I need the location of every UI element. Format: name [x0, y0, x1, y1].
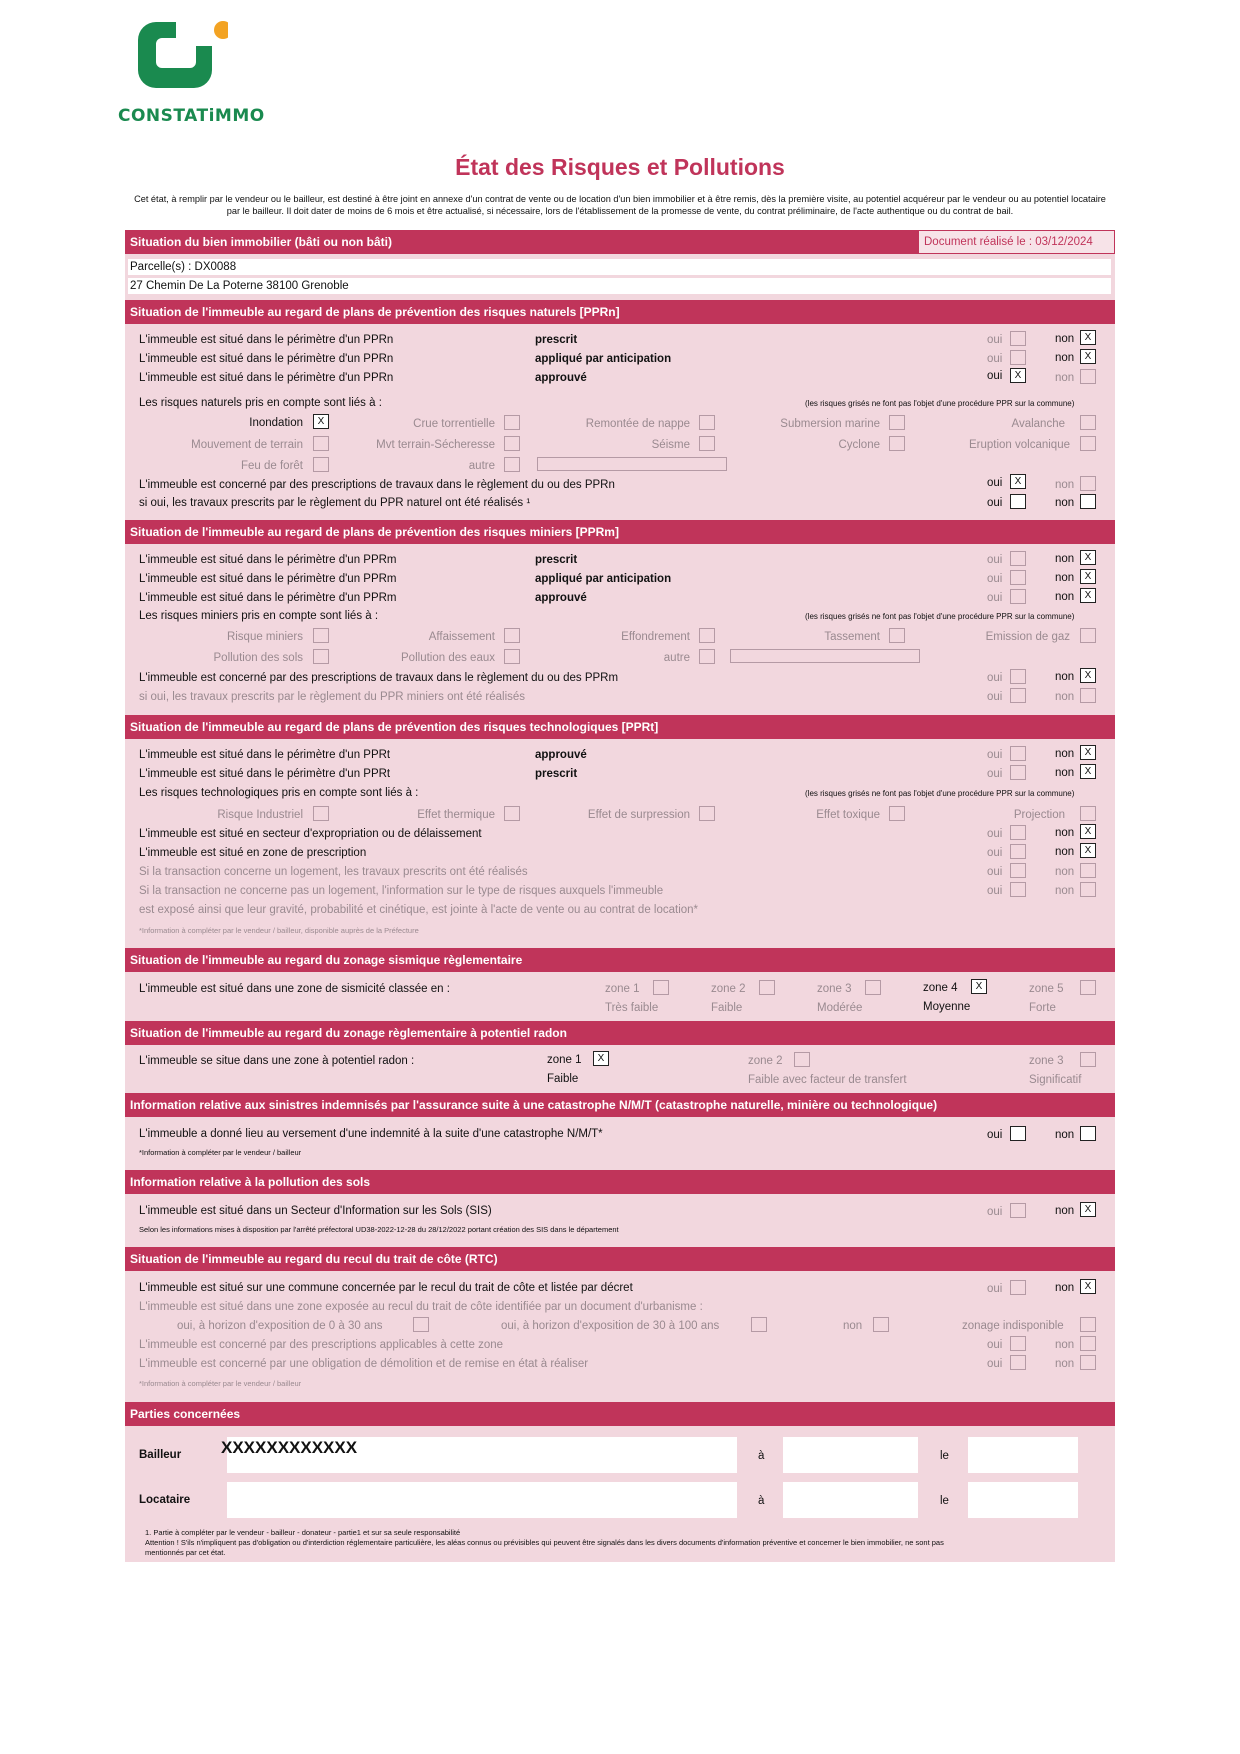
radon-zone3-checkbox[interactable] [1080, 1052, 1096, 1067]
locataire-label: Locataire [139, 1494, 191, 1506]
zone-level: Faible [711, 1002, 743, 1014]
oui-label: oui [987, 885, 1003, 897]
pprt-row-status: approuvé [535, 749, 587, 761]
risk-avalanche-label: Avalanche [1011, 418, 1065, 430]
a-label: à [758, 1450, 765, 1462]
non-label: non [1055, 479, 1075, 491]
pprn-approuve-oui-checkbox[interactable]: X [1010, 368, 1026, 383]
rtc-option-non-checkbox[interactable] [873, 1317, 889, 1332]
non-label: non [1055, 671, 1075, 683]
locataire-date-field[interactable] [968, 1482, 1078, 1518]
zone-level: Significatif [1029, 1074, 1082, 1086]
non-label: non [1055, 1358, 1075, 1370]
rtc-header: Situation de l'immeuble au regard du recul du trait de côte (RTC) [125, 1247, 1115, 1271]
risk-thermique-checkbox[interactable] [504, 806, 520, 821]
pprt-prescription-label: L'immeuble est situé en zone de prescription [139, 847, 367, 859]
pprn-row-label: L'immeuble est situé dans le périmètre d'un PPRn [139, 353, 394, 365]
pprt-prescrit-oui-checkbox[interactable] [1010, 765, 1026, 780]
risk-effondrement-checkbox[interactable] [699, 628, 715, 643]
le-label: le [940, 1495, 949, 1507]
rtc-prescriptions-oui-checkbox[interactable] [1010, 1336, 1026, 1351]
zone-name: zone 5 [1029, 983, 1064, 995]
risk-autre-input[interactable] [537, 457, 727, 471]
risk-secheresse-label: Mvt terrain-Sécheresse [376, 439, 495, 451]
zone-name: zone 3 [817, 983, 852, 995]
risk-projection-label: Projection [1013, 809, 1065, 821]
address-field[interactable]: 27 Chemin De La Poterne 38100 Grenoble [128, 278, 1111, 294]
risk-inondation-checkbox[interactable]: X [313, 414, 329, 429]
risk-crue-label: Crue torrentielle [413, 418, 495, 430]
zone-name: zone 4 [923, 982, 958, 994]
sols-footnote: Selon les informations mises à disposition par l'arrêté préfectoral UD38-2022-12-28 du 28/12/2022 portant création des SIS dans le département [139, 1225, 619, 1234]
risk-autre-label: autre [468, 460, 495, 472]
logo-brand-text: CONSTATiMMO [118, 106, 265, 126]
sismique-label: L'immeuble est situé dans une zone de sismicité classée en : [139, 983, 450, 995]
zone-level: Faible avec facteur de transfert [748, 1074, 907, 1086]
oui-label: oui [987, 691, 1003, 703]
sinistres-oui-checkbox[interactable] [1010, 1126, 1026, 1141]
pprt-prescription-non-checkbox[interactable]: X [1080, 843, 1096, 858]
oui-label: oui [987, 573, 1003, 585]
parties-note-1: 1. Partie à compléter par le vendeur - bailleur - donateur - partie1 et sur sa seule responsabilité [145, 1528, 461, 1537]
sismique-zone3-checkbox[interactable] [865, 980, 881, 995]
pprn-row-status: appliqué par anticipation [535, 353, 672, 365]
rtc-option-100-label: oui, à horizon d'exposition de 30 à 100 ans [501, 1320, 720, 1332]
document-date: Document réalisé le : 03/12/2024 [919, 231, 1114, 253]
pprt-expropriation-oui-checkbox[interactable] [1010, 825, 1026, 840]
sinistres-label: L'immeuble a donné lieu au versement d'une indemnité à la suite d'une catastrophe N/M/T* [139, 1128, 603, 1140]
risk-miniers-label: Risque miniers [226, 631, 303, 643]
risk-effondrement-label: Effondrement [621, 631, 690, 643]
oui-label: oui [987, 477, 1003, 489]
zone-name: zone 2 [748, 1055, 783, 1067]
pprt-approuve-non-checkbox[interactable]: X [1080, 745, 1096, 760]
pprm-row-status: approuvé [535, 592, 587, 604]
non-label: non [1055, 553, 1075, 565]
rtc-option-indisponible-label: zonage indisponible [962, 1320, 1064, 1332]
pprm-header: Situation de l'immeuble au regard de plans de prévention des risques miniers [PPRm] [125, 520, 1115, 544]
risk-feu-label: Feu de forêt [240, 460, 303, 472]
sismique-zone4-checkbox[interactable]: X [971, 979, 987, 994]
risk-nappe-checkbox[interactable] [699, 415, 715, 430]
non-label: non [1055, 846, 1075, 858]
pprn-works-oui-checkbox[interactable]: X [1010, 474, 1026, 489]
bailleur-name-value: XXXXXXXXXXXX [221, 1438, 358, 1457]
parties-header: Parties concernées [125, 1402, 1115, 1426]
risk-eruption-label: Eruption volcanique [968, 439, 1070, 451]
pprm-works-done-non-checkbox[interactable] [1080, 688, 1096, 703]
non-label: non [1055, 748, 1075, 760]
pprn-row-label: L'immeuble est situé dans le périmètre d'un PPRn [139, 372, 394, 384]
ers-form [125, 230, 1115, 1562]
non-label: non [1055, 1205, 1075, 1217]
non-label: non [1055, 885, 1075, 897]
pprn-approuve-non-checkbox[interactable] [1080, 369, 1096, 384]
pprt-expropriation-label: L'immeuble est situé en secteur d'expropriation ou de délaissement [139, 828, 482, 840]
risk-autre-checkbox[interactable] [504, 457, 520, 472]
risk-cyclone-label: Cyclone [838, 439, 880, 451]
grey-risks-note: (les risques grisés ne font pas l'objet d'une procédure PPR sur la commune) [805, 789, 1075, 798]
zone-name: zone 2 [711, 983, 746, 995]
risk-secheresse-checkbox[interactable] [504, 436, 520, 451]
risk-pollution-sols-label: Pollution des sols [213, 652, 303, 664]
non-label: non [1055, 691, 1075, 703]
le-label: le [940, 1450, 949, 1462]
bailleur-date-field[interactable] [968, 1437, 1078, 1473]
rtc-option-non-label: non [843, 1320, 863, 1332]
logo-mark-icon [118, 18, 228, 103]
rtc-demolition-non-checkbox[interactable] [1080, 1355, 1096, 1370]
non-label: non [1055, 333, 1075, 345]
non-label: non [1055, 767, 1075, 779]
pprm-row-label: L'immeuble est situé dans le périmètre d'un PPRm [139, 554, 397, 566]
rtc-commune-non-checkbox[interactable]: X [1080, 1279, 1096, 1294]
pprm-works-label: L'immeuble est concerné par des prescriptions de travaux dans le règlement du ou des PPRm [139, 672, 619, 684]
rtc-option-30-label: oui, à horizon d'exposition de 0 à 30 ans [177, 1320, 383, 1332]
pprm-prescrit-oui-checkbox[interactable] [1010, 551, 1026, 566]
rtc-prescriptions-non-checkbox[interactable] [1080, 1336, 1096, 1351]
pprt-row-label: L'immeuble est situé dans le périmètre d'un PPRt [139, 749, 391, 761]
pprm-approuve-non-checkbox[interactable]: X [1080, 588, 1096, 603]
bailleur-name-field[interactable] [221, 1437, 737, 1473]
rtc-prescriptions-label: L'immeuble est concerné par des prescriptions applicables à cette zone [139, 1339, 504, 1351]
oui-label: oui [987, 353, 1003, 365]
oui-label: oui [987, 1339, 1003, 1351]
radon-zone1-checkbox[interactable]: X [593, 1051, 609, 1066]
oui-label: oui [987, 1283, 1003, 1295]
risk-tassement-checkbox[interactable] [889, 628, 905, 643]
pprt-prescription-oui-checkbox[interactable] [1010, 844, 1026, 859]
risk-autre-input[interactable] [730, 649, 920, 663]
sismique-zone1-checkbox[interactable] [653, 980, 669, 995]
bailleur-place-field[interactable] [783, 1437, 918, 1473]
sinistres-header: Information relative aux sinistres indemnisés par l'assurance suite à une catastrophe N/M/T (catastrophe naturelle, minière ou technologique) [125, 1093, 1115, 1117]
rtc-zone-label: L'immeuble est situé dans une zone exposée au recul du trait de côte identifiée par un document d'urbanisme : [139, 1301, 703, 1313]
bailleur-label: Bailleur [139, 1449, 182, 1461]
sismique-zone5-checkbox[interactable] [1080, 980, 1096, 995]
oui-label: oui [987, 592, 1003, 604]
risk-submersion-checkbox[interactable] [889, 415, 905, 430]
oui-label: oui [987, 672, 1003, 684]
risk-autre-checkbox[interactable] [699, 649, 715, 664]
pprn-prescrit-non-checkbox[interactable]: X [1080, 330, 1096, 345]
risk-toxique-label: Effet toxique [816, 809, 880, 821]
pprm-anticipation-non-checkbox[interactable]: X [1080, 569, 1096, 584]
pprm-risks-label: Les risques miniers pris en compte sont liés à : [139, 610, 379, 622]
risk-submersion-label: Submersion marine [780, 418, 880, 430]
pprm-works-done-label: si oui, les travaux prescrits par le règlement du PPR miniers ont été réalisés [139, 691, 526, 703]
risk-surpression-checkbox[interactable] [699, 806, 715, 821]
oui-label: oui [987, 334, 1003, 346]
sinistres-footnote: *Information à compléter par le vendeur / bailleur [139, 1148, 302, 1157]
risk-mouvement-label: Mouvement de terrain [191, 439, 303, 451]
non-label: non [1055, 1129, 1075, 1141]
pprt-non-logement-non-checkbox[interactable] [1080, 882, 1096, 897]
sismique-zone2-checkbox[interactable] [759, 980, 775, 995]
rtc-footnote: *Information à compléter par le vendeur / bailleur [139, 1379, 302, 1388]
rtc-commune-oui-checkbox[interactable] [1010, 1280, 1026, 1295]
pprn-anticipation-non-checkbox[interactable]: X [1080, 349, 1096, 364]
pprt-prescrit-non-checkbox[interactable]: X [1080, 764, 1096, 779]
pprm-works-non-checkbox[interactable]: X [1080, 668, 1096, 683]
risk-crue-checkbox[interactable] [504, 415, 520, 430]
pprn-row-status: approuvé [535, 372, 587, 384]
risk-seisme-checkbox[interactable] [699, 436, 715, 451]
zone-level: Moyenne [923, 1001, 971, 1013]
parcel-field[interactable]: Parcelle(s) : DX0088 [128, 259, 1111, 275]
sismique-header: Situation de l'immeuble au regard du zonage sismique règlementaire [125, 948, 1115, 972]
pprm-approuve-oui-checkbox[interactable] [1010, 589, 1026, 604]
pprn-works-done-oui-checkbox[interactable] [1010, 494, 1026, 509]
pprn-anticipation-oui-checkbox[interactable] [1010, 350, 1026, 365]
pprt-row-status: prescrit [535, 768, 578, 780]
risk-affaissement-checkbox[interactable] [504, 628, 520, 643]
pprm-prescrit-non-checkbox[interactable]: X [1080, 550, 1096, 565]
document-title: État des Risques et Pollutions [455, 154, 785, 180]
pprn-header: Situation de l'immeuble au regard de plans de prévention des risques naturels [PPRn] [125, 300, 1115, 324]
risk-autre-label: autre [663, 652, 690, 664]
a-label: à [758, 1495, 765, 1507]
pprt-risks-label: Les risques technologiques pris en compte sont liés à : [139, 787, 419, 799]
pprm-row-label: L'immeuble est situé dans le périmètre d'un PPRm [139, 592, 397, 604]
oui-label: oui [987, 847, 1003, 859]
pprm-row-status: appliqué par anticipation [535, 573, 672, 585]
pprt-approuve-oui-checkbox[interactable] [1010, 746, 1026, 761]
grey-risks-note: (les risques grisés ne font pas l'objet d'une procédure PPR sur la commune) [805, 399, 1075, 408]
risk-surpression-label: Effet de surpression [587, 809, 690, 821]
radon-label: L'immeuble se situe dans une zone à potentiel radon : [139, 1055, 415, 1067]
pprt-non-logement-label: Si la transaction ne concerne pas un logement, l'information sur le type de risques auxquels l'immeuble [139, 885, 664, 897]
non-label: non [1055, 1339, 1075, 1351]
non-label: non [1055, 572, 1075, 584]
pprn-prescrit-oui-checkbox[interactable] [1010, 331, 1026, 346]
pprm-works-done-oui-checkbox[interactable] [1010, 688, 1026, 703]
sols-header: Information relative à la pollution des sols [125, 1170, 1115, 1194]
pprm-row-status: prescrit [535, 554, 578, 566]
locataire-name-field[interactable] [227, 1482, 737, 1518]
rtc-option-indisponible-checkbox[interactable] [1080, 1317, 1096, 1332]
parties-note-2: Attention ! S'ils n'impliquent pas d'obligation ou d'interdiction réglementaire particulière, les aléas connus ou prévisibles qui peuvent être signalés dans les divers documents d'information préventive et concerner le bien immobilier, ne sont pas [145, 1538, 944, 1547]
zone-level: Faible [547, 1073, 579, 1085]
zone-name: zone 1 [605, 983, 640, 995]
document-intro: Cet état, à remplir par le vendeur ou le bailleur, est destiné à être joint en annexe d'un contrat de vente ou de location d'un bien immobilier et à être remis, dès la première visite, au potentiel acquéreur par le vendeur ou au potentiel locataire par le bailleur. Il doit dater de moins de 6 mois et être actualisé, si nécessaire, lors de l'établissement de la promesse de vente, du contrat préliminaire, de l'acte authentique ou du contrat de bail. [134, 194, 1106, 216]
risk-gaz-label: Emission de gaz [985, 631, 1070, 643]
pprn-row-label: L'immeuble est situé dans le périmètre d'un PPRn [139, 334, 394, 346]
risk-nappe-label: Remontée de nappe [585, 418, 690, 430]
pprt-logement-non-checkbox[interactable] [1080, 863, 1096, 878]
oui-label: oui [987, 768, 1003, 780]
grey-risks-note: (les risques grisés ne font pas l'objet d'une procédure PPR sur la commune) [805, 612, 1075, 621]
pprm-anticipation-oui-checkbox[interactable] [1010, 570, 1026, 585]
pprt-header: Situation de l'immeuble au regard de plans de prévention des risques technologiques [PPRt] [125, 715, 1115, 739]
sols-non-checkbox[interactable]: X [1080, 1202, 1096, 1217]
radon-zone2-checkbox[interactable] [794, 1052, 810, 1067]
non-label: non [1055, 866, 1075, 878]
zone-level: Forte [1029, 1002, 1056, 1014]
sinistres-non-checkbox[interactable] [1080, 1126, 1096, 1141]
non-label: non [1055, 1282, 1075, 1294]
oui-label: oui [987, 1206, 1003, 1218]
oui-label: oui [987, 497, 1003, 509]
locataire-place-field[interactable] [783, 1482, 918, 1518]
non-label: non [1055, 827, 1075, 839]
rtc-demolition-oui-checkbox[interactable] [1010, 1355, 1026, 1370]
situation-header: Situation du bien immobilier (bâti ou non bâti) Document réalisé le : 03/12/2024 [125, 230, 1115, 254]
oui-label: oui [987, 1358, 1003, 1370]
pprn-works-label: L'immeuble est concerné par des prescriptions de travaux dans le règlement du ou des PPRn [139, 479, 615, 491]
non-label: non [1055, 591, 1075, 603]
oui-label: oui [987, 554, 1003, 566]
risk-pollution-eaux-label: Pollution des eaux [401, 652, 495, 664]
pprt-expropriation-non-checkbox[interactable]: X [1080, 824, 1096, 839]
risk-affaissement-label: Affaissement [428, 631, 495, 643]
risk-thermique-label: Effet thermique [417, 809, 495, 821]
pprt-row-label: L'immeuble est situé dans le périmètre d'un PPRt [139, 768, 391, 780]
pprt-footnote: *Information à compléter par le vendeur / bailleur, disponible auprès de la Préfecture [139, 926, 419, 935]
oui-label: oui [987, 1129, 1003, 1141]
risk-projection-checkbox[interactable] [1080, 806, 1096, 821]
zone-level: Très faible [605, 1002, 659, 1014]
pprt-logement-label: Si la transaction concerne un logement, les travaux prescrits ont été réalisés [139, 866, 528, 878]
pprn-row-status: prescrit [535, 334, 578, 346]
oui-label: oui [987, 370, 1003, 382]
radon-header: Situation de l'immeuble au regard du zonage règlementaire à potentiel radon [125, 1021, 1115, 1045]
risk-pollution-eaux-checkbox[interactable] [504, 649, 520, 664]
risk-seisme-label: Séisme [651, 439, 690, 451]
sols-oui-checkbox[interactable] [1010, 1203, 1026, 1218]
rtc-demolition-label: L'immeuble est concerné par une obligation de démolition et de remise en état à réaliser [139, 1358, 589, 1370]
risk-tassement-label: Tassement [824, 631, 880, 643]
pprn-risks-label: Les risques naturels pris en compte sont liés à : [139, 397, 382, 409]
pprt-non-logement-label-2: est exposé ainsi que leur gravité, probabilité et cinétique, est jointe à l'acte de vente ou au contrat de location* [139, 904, 699, 916]
non-label: non [1055, 372, 1075, 384]
rtc-commune-label: L'immeuble est situé sur une commune concernée par le recul du trait de côte et listée par décret [139, 1282, 633, 1294]
non-label: non [1055, 352, 1075, 364]
pprn-works-done-label: si oui, les travaux prescrits par le règlement du PPR naturel ont été réalisés ¹ [139, 497, 531, 509]
constatimmo-logo [118, 18, 288, 128]
non-label: non [1055, 497, 1075, 509]
oui-label: oui [987, 866, 1003, 878]
rtc-option-100-checkbox[interactable] [751, 1317, 767, 1332]
rtc-option-30-checkbox[interactable] [413, 1317, 429, 1332]
risk-eruption-checkbox[interactable] [1080, 436, 1096, 451]
risk-miniers-checkbox[interactable] [313, 628, 329, 643]
risk-toxique-checkbox[interactable] [889, 806, 905, 821]
oui-label: oui [987, 828, 1003, 840]
risk-gaz-checkbox[interactable] [1080, 628, 1096, 643]
zone-level: Modérée [817, 1002, 863, 1014]
pprn-works-non-checkbox[interactable] [1080, 476, 1096, 491]
pprm-row-label: L'immeuble est situé dans le périmètre d'un PPRm [139, 573, 397, 585]
pprm-works-oui-checkbox[interactable] [1010, 669, 1026, 684]
risk-industriel-label: Risque Industriel [217, 809, 303, 821]
oui-label: oui [987, 749, 1003, 761]
sols-label: L'immeuble est situé dans un Secteur d'Information sur les Sols (SIS) [139, 1205, 492, 1217]
risk-industriel-checkbox[interactable] [313, 806, 329, 821]
risk-avalanche-checkbox[interactable] [1080, 415, 1096, 430]
pprn-works-done-non-checkbox[interactable] [1080, 494, 1096, 509]
zone-name: zone 3 [1029, 1055, 1064, 1067]
zone-name: zone 1 [547, 1054, 582, 1066]
risk-inondation-label: Inondation [249, 417, 303, 429]
pprt-logement-oui-checkbox[interactable] [1010, 863, 1026, 878]
parties-note-3: mentionnés par cet état. [145, 1548, 226, 1557]
risk-feu-checkbox[interactable] [313, 457, 329, 472]
risk-cyclone-checkbox[interactable] [889, 436, 905, 451]
pprt-non-logement-oui-checkbox[interactable] [1010, 882, 1026, 897]
